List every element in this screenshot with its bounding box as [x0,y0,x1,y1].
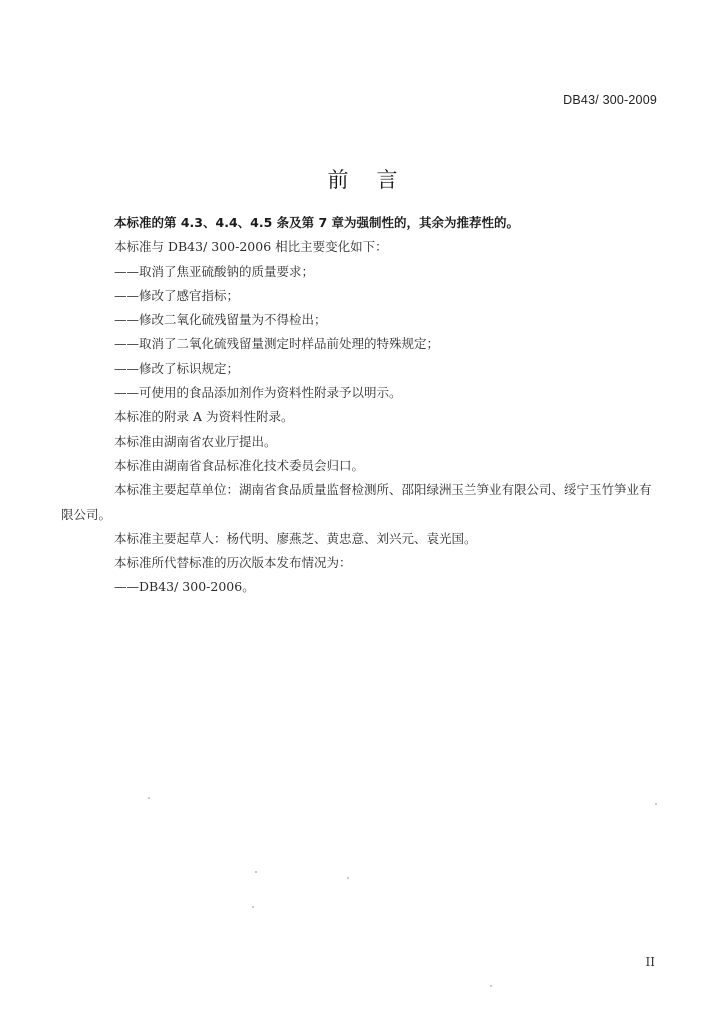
document-code: DB43/ 300-2009 [563,93,657,107]
paragraph-drafting-units-continued: 限公司。 [61,506,112,522]
list-item-change: ——取消了二氧化硫残留量测定时样品前处理的特殊规定； [114,336,440,352]
scan-speck [252,906,254,908]
paragraph-replaced-versions: 本标准所代替标准的历次版本发布情况为： [114,555,352,571]
list-item-change: ——修改二氧化硫残留量为不得检出； [114,312,327,328]
paragraph-mandatory-clauses: 本标准的第 4.3、4.4、4.5 条及第 7 章为强制性的，其余为推荐性的。 [114,215,520,230]
scan-speck [255,871,257,873]
paragraph-drafting-units: 本标准主要起草单位：湖南省食品质量监督检测所、邵阳绿洲玉兰笋业有限公司、绥宁玉竹笋业有 [114,482,652,498]
paragraph-appendix: 本标准的附录 A 为资料性附录。 [114,409,294,425]
scan-speck [655,803,657,805]
list-item-change: ——修改了感官指标； [114,287,240,303]
paragraph-drafters: 本标准主要起草人：杨代明、廖燕芝、黄忠意、刘兴元、袁光国。 [114,530,477,546]
paragraph-changes-intro: 本标准与 DB43/ 300-2006 相比主要变化如下： [114,239,388,255]
list-item-change: ——修改了标识规定； [114,360,240,376]
scan-speck [148,797,150,799]
paragraph-proposer: 本标准由湖南省农业厅提出。 [114,433,277,449]
list-item-replaced-version: ——DB43/ 300-2006。 [114,579,255,595]
scan-speck [490,985,492,987]
paragraph-administrator: 本标准由湖南省食品标准化技术委员会归口。 [114,457,365,473]
page-number: II [645,955,655,969]
list-item-change: ——可使用的食品添加剂作为资料性附录予以明示。 [114,385,402,401]
page-title: 前言 [327,168,426,193]
foreword-body [61,211,668,600]
list-item-change: ——取消了焦亚硫酸钠的质量要求； [114,263,315,279]
scan-speck [347,877,349,879]
